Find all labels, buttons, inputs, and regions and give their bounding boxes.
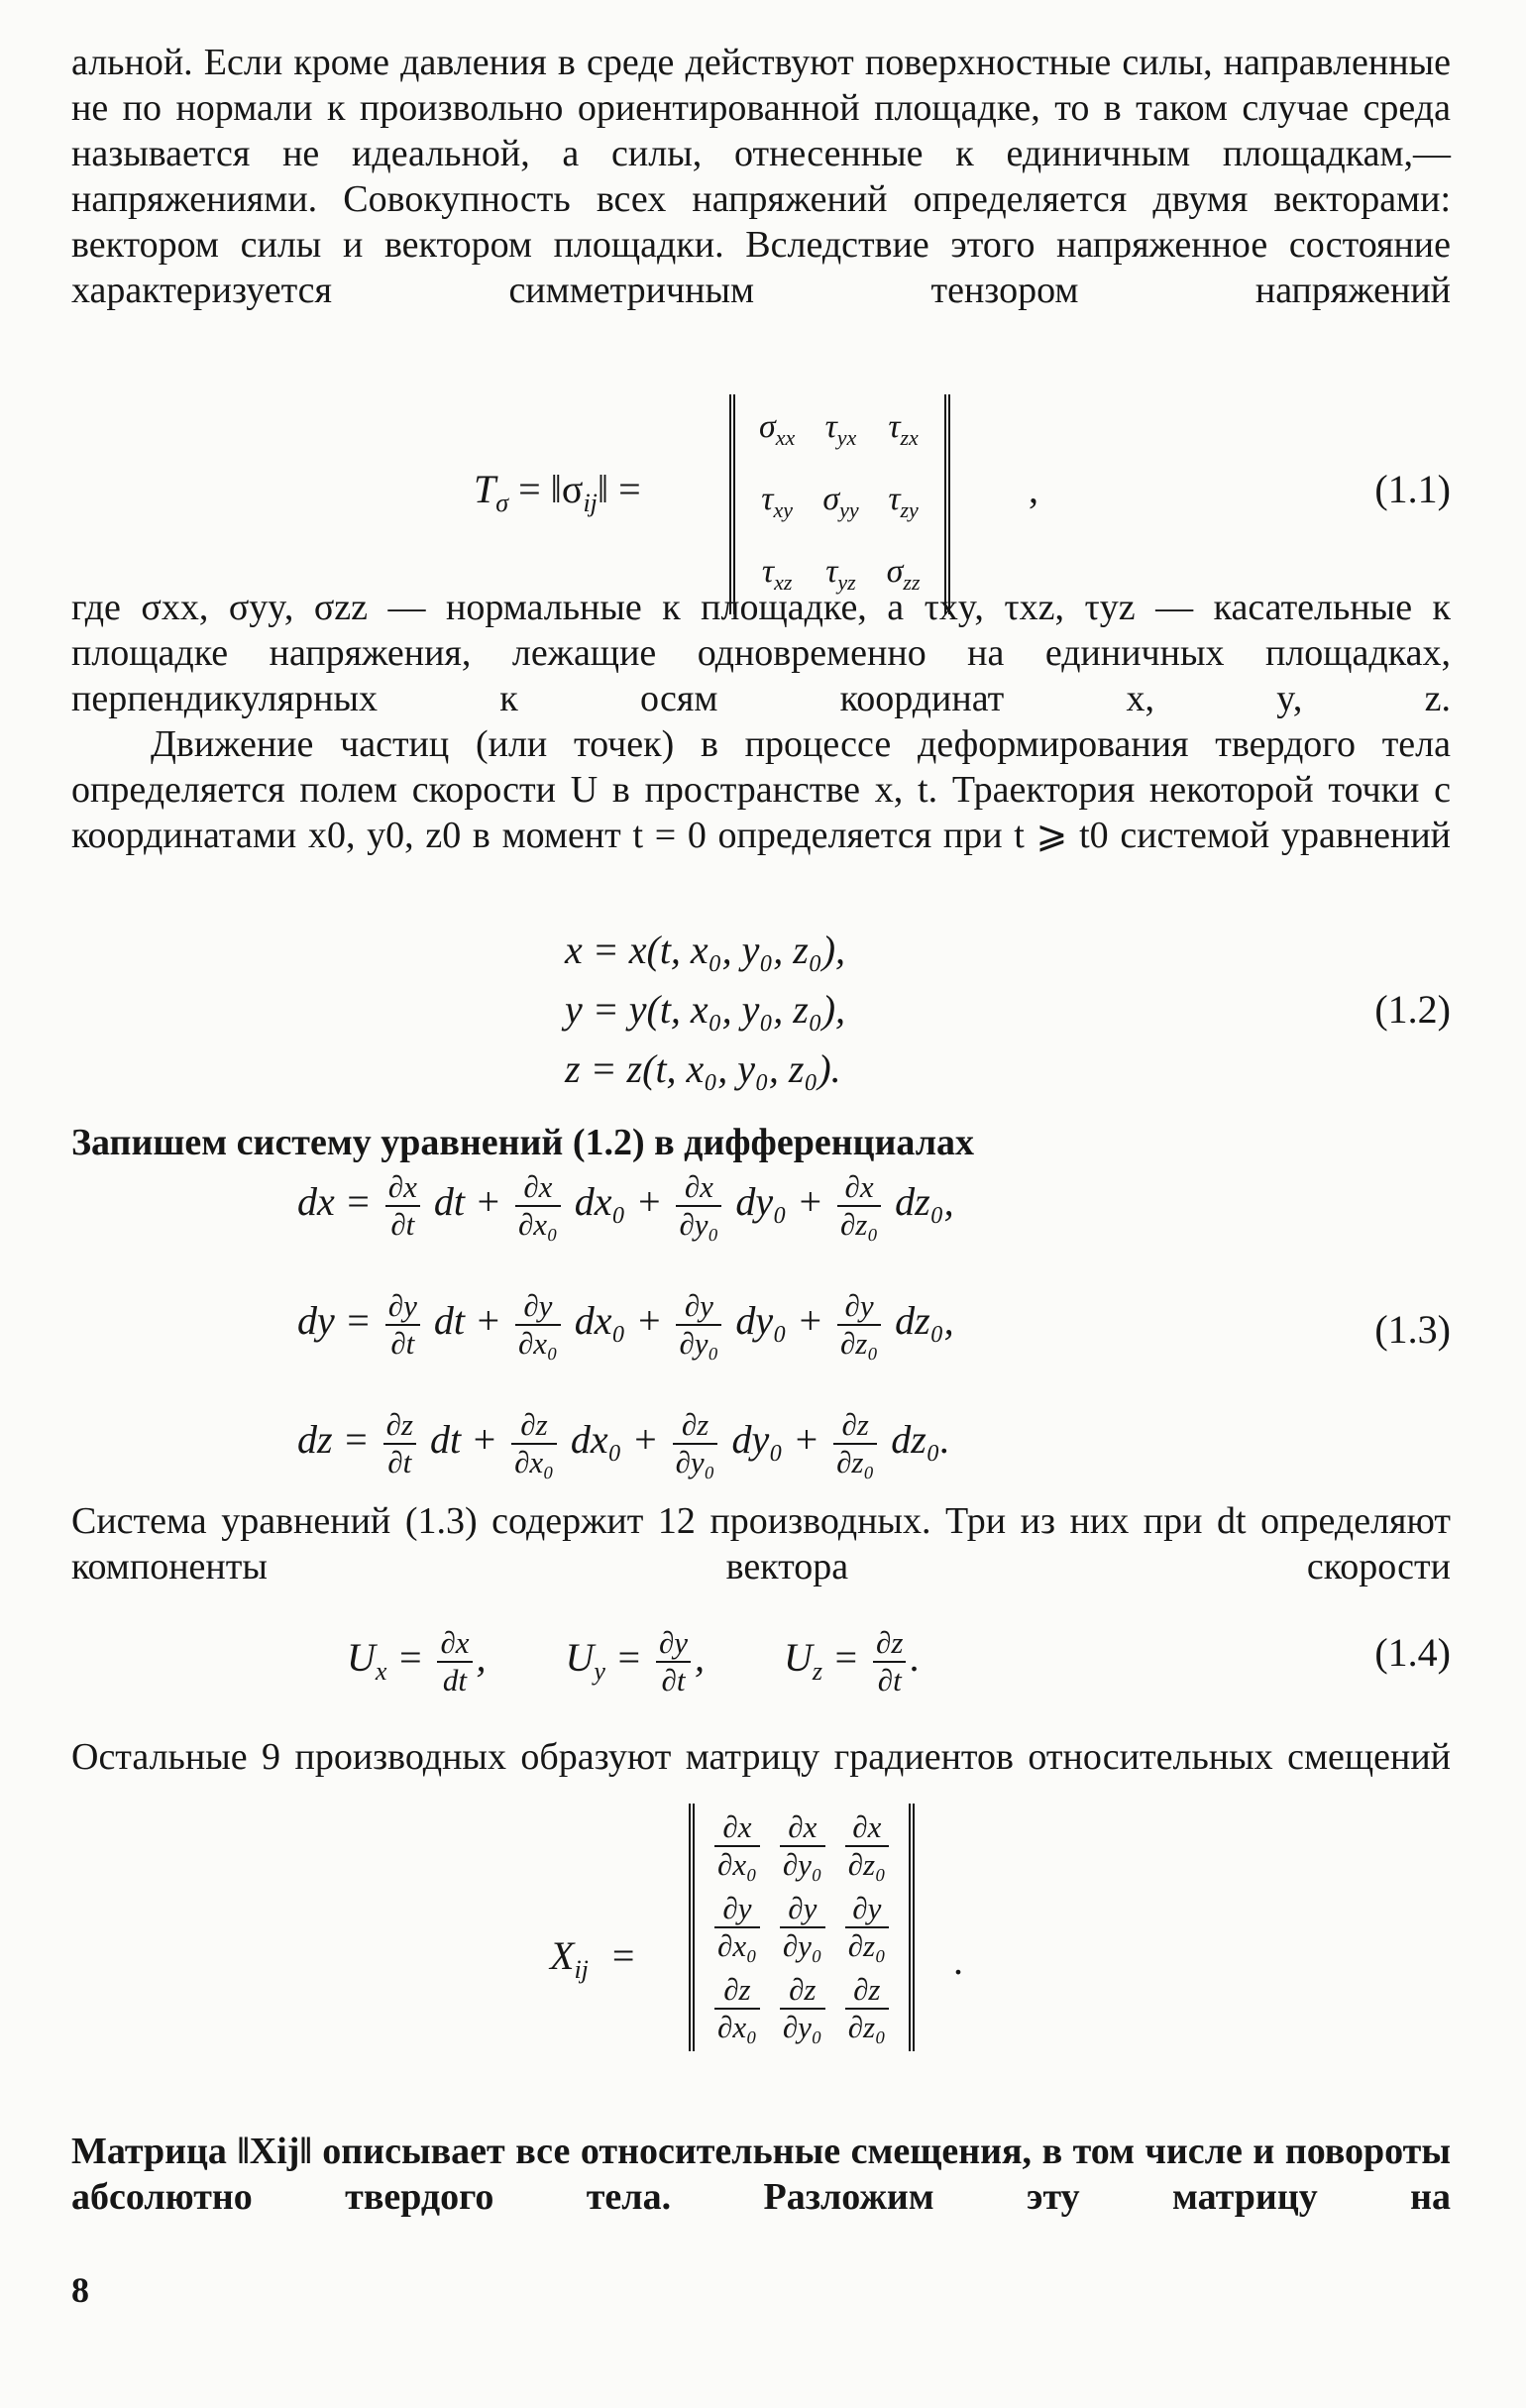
- page-number: 8: [71, 2270, 89, 2310]
- gradient-cell-0-1: [770, 1806, 835, 1887]
- paragraph-stress-definition: где σxx, σyy, σzz — нормальные к площадке, а τxy, τxz, τyz — касательные к площадке напряжения, лежащие одновременно на единичных площадках, перпендикулярных к осям координат x, y, z.: [71, 587, 1451, 719]
- eq-1-3-row: dz = $\frac{\partial z}{\partial t}$ dt + $\frac{\partial z}{\text{∂x₀}}$ dx₀ + $\frac{\partial z}{\text{∂y₀}}$ dy₀ + $\frac{\partial z}{\text{∂z₀}}$ dz₀.: [297, 1407, 950, 1479]
- gradient-cell-1-0: [705, 1887, 770, 1968]
- velocity-component: $U_y$ = $\frac{\partial y}{\partial t}$ ,: [565, 1625, 706, 1697]
- gradient-cell-1-1: [770, 1887, 835, 1968]
- fraction: $\frac{\partial y}{\text{∂z₀}}$: [837, 1288, 881, 1362]
- fraction: $\frac{\partial y}{\text{∂y₀}}$: [676, 1288, 721, 1362]
- fraction: $\frac{\partial x}{\text{∂y₀}}$: [676, 1169, 721, 1243]
- fraction: $\frac{\partial x}{\text{∂x₀}}$: [714, 1809, 760, 1883]
- paragraph-gradient-matrix: Остальные 9 производных образуют матрицу градиентов относительных смещений: [71, 1736, 1451, 1778]
- gradient-cell-2-0: [705, 1968, 770, 2049]
- fraction: $\frac{\partial x}{\text{∂z₀}}$: [845, 1809, 889, 1883]
- tensor-cell-2-2: $\sigma_{zz}$: [886, 552, 921, 595]
- eq-1-1-comma: ,: [1029, 467, 1038, 511]
- fraction: $\frac{\partial y}{\text{∂z₀}}$: [845, 1891, 889, 1964]
- tensor-cell-0-0: $\sigma_{xx}$: [759, 408, 796, 450]
- paragraph-differentials: Запишем систему уравнений (1.2) в дифференциалах: [71, 1122, 975, 1163]
- eq-1-4-velocity: [347, 1625, 999, 1698]
- eq-number-1-1: (1.1): [1374, 467, 1451, 511]
- eq-1-2-line-z: z = z(t, x₀, y₀, z₀).: [565, 1046, 841, 1091]
- paragraph-matrix-description: Матрица ‖Xij‖ описывает все относительные смещения, в том числе и повороты абсолютно твердого тела. Разложим эту матрицу на: [71, 2131, 1451, 2218]
- eq-1-3-row: dx = $\frac{\partial x}{\partial t}$ dt + $\frac{\partial x}{\text{∂x₀}}$ dx₀ + $\frac{\partial x}{\text{∂y₀}}$ dy₀ + $\frac{\partial x}{\text{∂z₀}}$ dz₀,: [297, 1169, 954, 1242]
- gradient-cell-2-1: [770, 1968, 835, 2049]
- tensor-cell-1-1: $\sigma_{yy}$: [822, 480, 859, 522]
- tensor-cell-2-1: $\tau_{yz}$: [825, 552, 856, 595]
- fraction: $\frac{\partial y}{\text{∂x₀}}$: [714, 1891, 760, 1964]
- fraction: $\frac{\partial x}{\partial t}$: [385, 1169, 420, 1243]
- tensor-cell-1-2: $\tau_{zy}$: [888, 480, 919, 522]
- eq-xij-period: .: [953, 1938, 963, 1983]
- paragraph-motion: Движение частиц (или точек) в процессе деформирования твердого тела определяется полем скорости U в пространстве x, t. Траектория некоторой точки с координатами x0, y0, z0 в момент t = 0 определяется при t ⩾ t0 системой уравнений: [71, 723, 1451, 856]
- fraction: $\frac{\partial y}{\partial t}$: [656, 1625, 691, 1698]
- fraction: $\frac{\partial z}{\partial t}$: [383, 1407, 416, 1480]
- tensor-cell-0-2: $\tau_{zx}$: [888, 408, 919, 450]
- tensor-cell-2-0: $\tau_{xz}$: [761, 552, 793, 595]
- eq-1-2-line-x: x = x(t, x₀, y₀, z₀),: [565, 928, 846, 972]
- eq-number-1-3: (1.3): [1374, 1307, 1451, 1352]
- fraction: $\frac{\partial z}{\text{∂x₀}}$: [714, 1972, 760, 2045]
- fraction: $\frac{\partial z}{\partial t}$: [873, 1625, 906, 1698]
- paragraph-derivatives: Система уравнений (1.3) содержит 12 производных. Три из них при dt определяют компоненты вектора скорости: [71, 1500, 1451, 1587]
- fraction: $\frac{\partial z}{\text{∂y₀}}$: [673, 1407, 718, 1480]
- paragraph-intro: альной. Если кроме давления в среде действуют поверхностные силы, направленные не по нормали к произвольно ориентированной площадке, то в таком случае среда называется не идеальной, а силы, отнесенные к единичным площадкам,— напряжениями. Совокупность всех напряжений определяется двумя векторами: вектором силы и вектором площадки. Вследствие этого напряженное состояние характеризуется симметричным тензором напряжений: [71, 42, 1451, 311]
- fraction: $\frac{\partial x}{\text{∂y₀}}$: [780, 1809, 825, 1883]
- gradient-cell-0-2: [835, 1806, 899, 1887]
- tensor-cell-0-1: $\tau_{yx}$: [824, 408, 857, 450]
- gradient-matrix: [689, 1804, 915, 2051]
- fraction: $\frac{\partial z}{\text{∂z₀}}$: [833, 1407, 877, 1480]
- stress-tensor-matrix: [729, 394, 950, 614]
- velocity-component: $U_z$ = $\frac{\partial z}{\partial t}$ .: [784, 1625, 921, 1697]
- fraction: $\frac{\partial z}{\text{∂z₀}}$: [845, 1972, 889, 2045]
- gradient-cell-0-0: [705, 1806, 770, 1887]
- fraction: $\frac{\partial x}{\text{∂x₀}}$: [515, 1169, 561, 1243]
- gradient-cell-2-2: [835, 1968, 899, 2049]
- tensor-cell-1-0: $\tau_{xy}$: [761, 480, 793, 522]
- eq-number-1-4: (1.4): [1374, 1630, 1451, 1675]
- eq-1-2-line-y: y = y(t, x₀, y₀, z₀),: [565, 987, 846, 1032]
- eq-xij-lhs: $X_{ij}$ =: [550, 1933, 635, 1984]
- fraction: $\frac{\partial y}{\text{∂y₀}}$: [780, 1891, 825, 1964]
- eq-1-3-row: dy = $\frac{\partial y}{\partial t}$ dt + $\frac{\partial y}{\text{∂x₀}}$ dx₀ + $\frac{\partial y}{\text{∂y₀}}$ dy₀ + $\frac{\partial y}{\text{∂z₀}}$ dz₀,: [297, 1288, 954, 1361]
- fraction: $\frac{\partial y}{\partial t}$: [385, 1288, 420, 1362]
- fraction: $\frac{\partial z}{\text{∂x₀}}$: [511, 1407, 557, 1480]
- fraction: $\frac{\partial y}{\text{∂x₀}}$: [515, 1288, 561, 1362]
- fraction: $\frac{\partial z}{\text{∂y₀}}$: [780, 1972, 825, 2045]
- gradient-cell-1-2: [835, 1887, 899, 1968]
- fraction: $\frac{\partial x}{dt}$: [437, 1625, 472, 1698]
- eq-number-1-2: (1.2): [1374, 987, 1451, 1032]
- velocity-component: $U_x$ = $\frac{\partial x}{dt}$ ,: [347, 1625, 487, 1697]
- eq-1-1-lhs: $T_\sigma$ = $‖\sigma_{ij}‖$ =: [474, 467, 641, 517]
- fraction: $\frac{\partial x}{\text{∂z₀}}$: [837, 1169, 881, 1243]
